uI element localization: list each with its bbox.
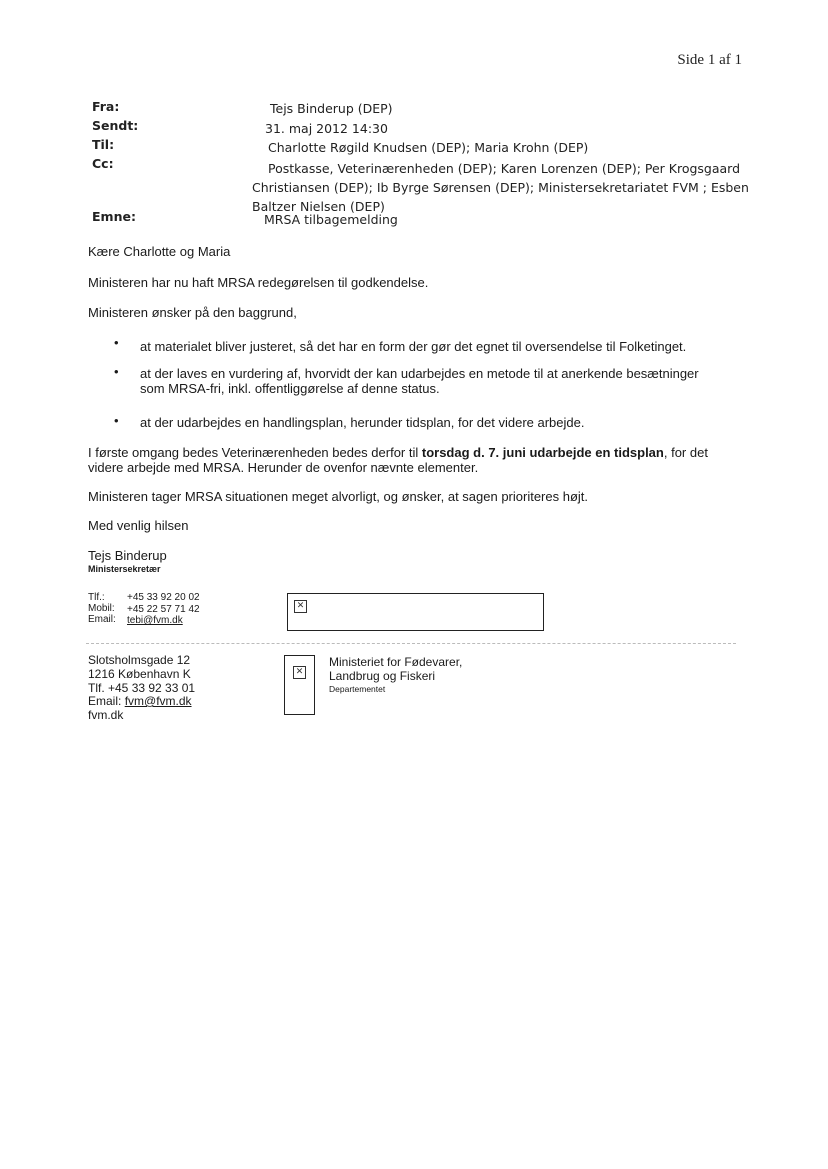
sent-label: Sendt: bbox=[92, 118, 139, 133]
paragraph-4: Ministeren tager MRSA situationen meget alvorligt, og ønsker, at sagen prioriteres højt. bbox=[88, 489, 589, 504]
to-label: Til: bbox=[92, 137, 115, 152]
broken-image-icon: ✕ bbox=[294, 600, 307, 613]
footer-email-link[interactable]: fvm@fvm.dk bbox=[124, 694, 192, 708]
bullet-dot-2: • bbox=[114, 364, 119, 379]
bullet-dot-3: • bbox=[114, 413, 119, 428]
closing: Med venlig hilsen bbox=[88, 518, 189, 533]
signature-name: Tejs Binderup bbox=[88, 548, 167, 563]
footer-email-label: Email: bbox=[88, 694, 125, 708]
sent-value: 31. maj 2012 14:30 bbox=[265, 121, 388, 136]
page-number: Side 1 af 1 bbox=[677, 52, 742, 68]
footer-email bbox=[88, 694, 192, 708]
bullet-item-3: at der udarbejdes en handlingsplan, herunder tidsplan, for det videre arbejde. bbox=[140, 415, 585, 430]
paragraph-3-start: I første omgang bedes Veterinærenheden bedes derfor til bbox=[88, 445, 422, 460]
email-label: Email: bbox=[88, 614, 116, 625]
phone-value: +45 33 92 20 02 bbox=[127, 592, 200, 603]
greeting: Kære Charlotte og Maria bbox=[88, 244, 231, 259]
footer-address-2: 1216 København K bbox=[88, 667, 191, 681]
subject-value: MRSA tilbagemelding bbox=[264, 212, 398, 227]
phone-label: Tlf.: bbox=[88, 592, 105, 603]
paragraph-1: Ministeren har nu haft MRSA redegørelsen til godkendelse. bbox=[88, 275, 429, 290]
cc-label: Cc: bbox=[92, 156, 114, 171]
email-link[interactable]: tebi@fvm.dk bbox=[127, 615, 183, 626]
deadline-highlight: torsdag d. 7. juni udarbejde en tidsplan bbox=[421, 445, 664, 460]
footer-phone: Tlf. +45 33 92 33 01 bbox=[88, 681, 196, 695]
cc-value: Postkasse, Veterinærenheden (DEP); Karen Lorenzen (DEP); Per Krogsgaard Christiansen (DEP); Ib Byrge Sørensen (DEP); Ministersekretariatet FVM ; Esben Baltzer Nielsen (DEP) bbox=[252, 161, 749, 214]
mobile-value: +45 22 57 71 42 bbox=[127, 604, 200, 615]
signature-image-placeholder bbox=[287, 593, 544, 631]
paragraph-3-end: , for det videre arbejde med MRSA. Herunder de ovenfor nævnte elementer. bbox=[88, 445, 708, 475]
bullet-item-1: at materialet bliver justeret, så det har en form der gør det egnet til oversendelse til Folketinget. bbox=[140, 339, 687, 354]
paragraph-2: Ministeren ønsker på den baggrund, bbox=[88, 305, 297, 320]
from-value: Tejs Binderup (DEP) bbox=[270, 101, 393, 116]
bullet-item-2: at der laves en vurdering af, hvorvidt der kan udarbejdes en metode til at anerkende besætninger som MRSA-fri, inkl. offentliggørelse af denne status. bbox=[140, 366, 699, 396]
broken-image-icon: ✕ bbox=[293, 666, 306, 679]
bullet-dot-1: • bbox=[114, 335, 119, 350]
org-department: Departementet bbox=[329, 684, 386, 694]
org-name-line-2: Landbrug og Fiskeri bbox=[329, 669, 436, 683]
to-value: Charlotte Røgild Knudsen (DEP); Maria Krohn (DEP) bbox=[268, 140, 589, 155]
logo-image-placeholder bbox=[284, 655, 315, 715]
footer-divider bbox=[86, 643, 736, 644]
footer-address-1: Slotsholmsgade 12 bbox=[88, 653, 191, 667]
paragraph-3 bbox=[88, 445, 738, 475]
signature-title: Ministersekretær bbox=[88, 564, 161, 574]
footer-website-link[interactable]: fvm.dk bbox=[88, 708, 124, 722]
from-label: Fra: bbox=[92, 99, 120, 114]
mobile-label: Mobil: bbox=[88, 603, 115, 614]
org-name-line-1: Ministeriet for Fødevarer, bbox=[329, 655, 463, 669]
subject-label: Emne: bbox=[92, 209, 136, 224]
